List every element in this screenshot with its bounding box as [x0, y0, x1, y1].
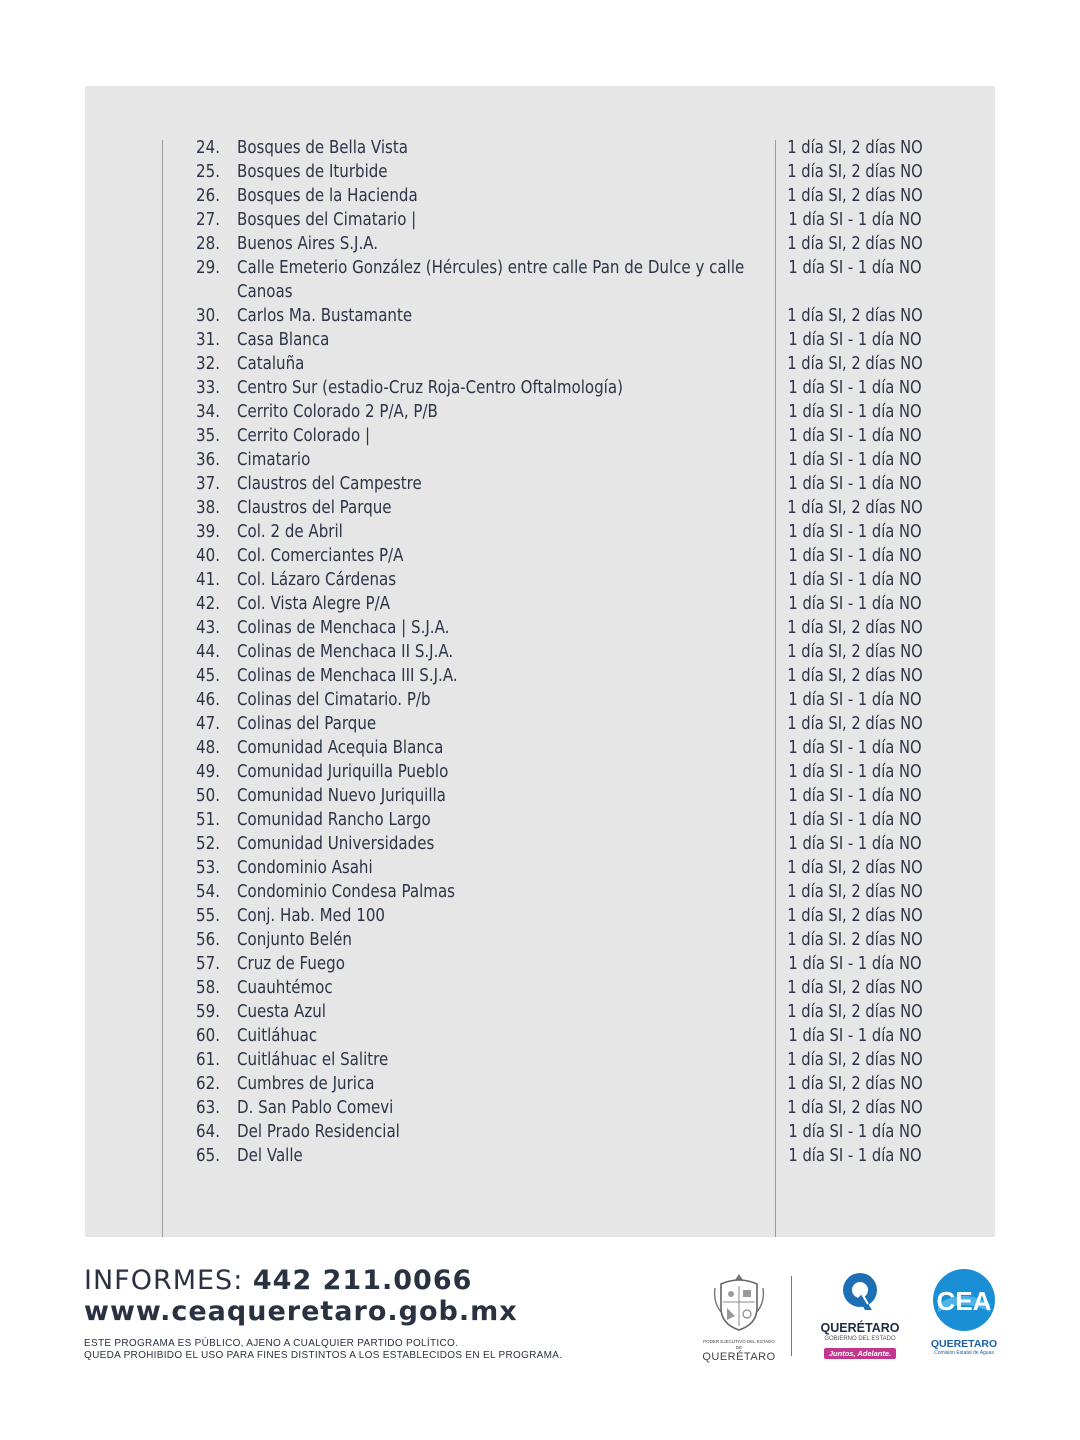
schedule-value: 1 día SI, 2 días NO [787, 1074, 923, 1094]
phone-number[interactable]: 442 211.0066 [252, 1265, 473, 1296]
cea-icon [932, 1268, 996, 1332]
schedule-value: 1 día SI - 1 día NO [788, 258, 922, 278]
queretaro-name: QUERÉTARO [820, 1321, 900, 1335]
schedule-value: 1 día SI - 1 día NO [788, 426, 922, 446]
schedule-value: 1 día SI - 1 día NO [788, 378, 922, 398]
schedule-value: 1 día SI - 1 día NO [788, 738, 922, 758]
list-item [0, 808, 1080, 832]
item-number: 42. [196, 594, 220, 614]
list-item [0, 1000, 1080, 1024]
schedule-value: 1 día SI - 1 día NO [788, 834, 922, 854]
colonia-name: Cumbres de Jurica [237, 1074, 375, 1094]
colonia-name: Col. 2 de Abril [237, 522, 343, 542]
item-number: 35. [196, 426, 220, 446]
list-item [0, 1144, 1080, 1168]
colonia-name: Colinas de Menchaca III S.J.A. [237, 666, 458, 686]
colonia-name: Condominio Asahi [237, 858, 373, 878]
escudo-caption: QUERÉTARO [702, 1351, 776, 1363]
item-number: 36. [196, 450, 220, 470]
list-item [0, 976, 1080, 1000]
item-number: 50. [196, 786, 220, 806]
schedule-value: 1 día SI - 1 día NO [788, 210, 922, 230]
schedule-value: 1 día SI, 2 días NO [787, 186, 923, 206]
item-number: 49. [196, 762, 220, 782]
colonia-name: D. San Pablo Comevi [237, 1098, 394, 1118]
colonia-name: Condominio Condesa Palmas [237, 882, 456, 902]
item-number: 32. [196, 354, 220, 374]
colonia-name: Comunidad Universidades [237, 834, 435, 854]
colonia-name: Colinas del Cimatario. P/b [237, 690, 431, 710]
list-item [0, 232, 1080, 256]
colonia-name: Cuitláhuac el Salitre [237, 1050, 389, 1070]
list-item [0, 328, 1080, 352]
list-item [0, 880, 1080, 904]
colonia-name: Comunidad Rancho Largo [237, 810, 431, 830]
schedule-value: 1 día SI, 2 días NO [787, 882, 923, 902]
list-item [0, 520, 1080, 544]
item-number: 62. [196, 1074, 220, 1094]
list-item [0, 760, 1080, 784]
colonia-name: Cataluña [237, 354, 305, 374]
colonia-name: Cuesta Azul [237, 1002, 326, 1022]
list-item [0, 688, 1080, 712]
item-number: 59. [196, 1002, 220, 1022]
list-item [0, 928, 1080, 952]
item-number: 31. [196, 330, 220, 350]
item-number: 65. [196, 1146, 220, 1166]
schedule-value: 1 día SI, 2 días NO [787, 978, 923, 998]
item-number: 33. [196, 378, 220, 398]
list-item [0, 256, 1080, 304]
colonia-name: Carlos Ma. Bustamante [237, 306, 413, 326]
colonia-name: Bosques del Cimatario | [237, 210, 417, 230]
coat-of-arms-icon [711, 1272, 767, 1334]
colonia-name: Cruz de Fuego [237, 954, 345, 974]
schedule-value: 1 día SI, 2 días NO [787, 642, 923, 662]
colonia-name: Centro Sur (estadio-Cruz Roja-Centro Oftalmología) [237, 378, 623, 398]
schedule-value: 1 día SI, 2 días NO [787, 498, 923, 518]
schedule-value: 1 día SI, 2 días NO [787, 858, 923, 878]
list-item [0, 1048, 1080, 1072]
item-number: 41. [196, 570, 220, 590]
schedule-value: 1 día SI, 2 días NO [787, 666, 923, 686]
item-number: 52. [196, 834, 220, 854]
colonia-name: Cerrito Colorado | [237, 426, 371, 446]
colonia-name: Colinas de Menchaca II S.J.A. [237, 642, 454, 662]
item-number: 43. [196, 618, 220, 638]
item-number: 40. [196, 546, 220, 566]
escudo-small-caption: PODER EJECUTIVO DEL ESTADO DE [703, 1339, 775, 1350]
colonia-name: Comunidad Nuevo Juriquilla [237, 786, 446, 806]
schedule-value: 1 día SI - 1 día NO [788, 402, 922, 422]
item-number: 29. [196, 258, 220, 278]
colonia-name: Casa Blanca [237, 330, 330, 350]
list-item [0, 832, 1080, 856]
schedule-value: 1 día SI - 1 día NO [788, 522, 922, 542]
schedule-value: 1 día SI, 2 días NO [787, 234, 923, 254]
item-number: 30. [196, 306, 220, 326]
item-number: 51. [196, 810, 220, 830]
colonia-name: Bosques de Iturbide [237, 162, 388, 182]
list-item [0, 160, 1080, 184]
schedule-value: 1 día SI, 2 días NO [787, 354, 923, 374]
list-item [0, 472, 1080, 496]
disclaimer-line-1: ESTE PROGRAMA ES PÚBLICO, AJENO A CUALQUIER PARTIDO POLÍTICO. [84, 1338, 459, 1349]
schedule-value: 1 día SI - 1 día NO [788, 594, 922, 614]
item-number: 56. [196, 930, 220, 950]
item-number: 55. [196, 906, 220, 926]
informes-line [84, 1266, 562, 1296]
schedule-value: 1 día SI, 2 días NO [787, 162, 923, 182]
colonia-name: Conjunto Belén [237, 930, 352, 950]
colonia-name: Colinas de Menchaca | S.J.A. [237, 618, 450, 638]
item-number: 44. [196, 642, 220, 662]
list-item [0, 640, 1080, 664]
item-number: 39. [196, 522, 220, 542]
colonia-name: Cerrito Colorado 2 P/A, P/B [237, 402, 438, 422]
cea-letters: CEA [936, 1286, 992, 1316]
colonia-name: Del Prado Residencial [237, 1122, 400, 1142]
list-item [0, 784, 1080, 808]
schedule-value: 1 día SI - 1 día NO [788, 546, 922, 566]
schedule-value: 1 día SI. 2 días NO [787, 930, 923, 950]
list-item [0, 376, 1080, 400]
item-number: 64. [196, 1122, 220, 1142]
schedule-value: 1 día SI, 2 días NO [787, 1002, 923, 1022]
colonia-name: Calle Emeterio González (Hércules) entre calle Pan de Dulce y calle Canoas [237, 258, 745, 302]
website-link[interactable]: www.ceaqueretaro.gob.mx [84, 1296, 518, 1327]
colonia-name: Col. Vista Alegre P/A [237, 594, 390, 614]
colonia-name: Col. Comerciantes P/A [237, 546, 404, 566]
item-number: 60. [196, 1026, 220, 1046]
colonia-name: Cuitláhuac [237, 1026, 318, 1046]
colonia-name: Del Valle [237, 1146, 303, 1166]
list-item [0, 184, 1080, 208]
footer-info [84, 1266, 562, 1362]
schedule-value: 1 día SI - 1 día NO [788, 474, 922, 494]
item-number: 53. [196, 858, 220, 878]
disclaimer-line-2: QUEDA PROHIBIDO EL USO PARA FINES DISTINTOS A LOS ESTABLECIDOS EN EL PROGRAMA. [84, 1350, 563, 1361]
list-item [0, 424, 1080, 448]
schedule-value: 1 día SI, 2 días NO [787, 1098, 923, 1118]
colonia-name: Col. Lázaro Cárdenas [237, 570, 397, 590]
colonia-name: Comunidad Acequia Blanca [237, 738, 444, 758]
list-item [0, 856, 1080, 880]
item-number: 34. [196, 402, 220, 422]
schedule-value: 1 día SI, 2 días NO [787, 1050, 923, 1070]
schedule-value: 1 día SI - 1 día NO [788, 786, 922, 806]
schedule-value: 1 día SI - 1 día NO [788, 570, 922, 590]
queretaro-slogan: Juntos, Adelante. [824, 1348, 896, 1359]
list-item [0, 1072, 1080, 1096]
list-item [0, 712, 1080, 736]
list-item [0, 736, 1080, 760]
schedule-value: 1 día SI - 1 día NO [788, 690, 922, 710]
colonia-name: Cimatario [237, 450, 311, 470]
item-number: 58. [196, 978, 220, 998]
list-item [0, 352, 1080, 376]
list-item [0, 448, 1080, 472]
queretaro-sub: GOBIERNO DEL ESTADO [824, 1336, 896, 1342]
item-number: 25. [196, 162, 220, 182]
colonia-name: Bosques de la Hacienda [237, 186, 418, 206]
cea-name: QUERETARO [930, 1338, 998, 1350]
list-item [0, 544, 1080, 568]
list-item [0, 400, 1080, 424]
colonia-name: Comunidad Juriquilla Pueblo [237, 762, 449, 782]
colonia-name: Cuauhtémoc [237, 978, 333, 998]
item-number: 38. [196, 498, 220, 518]
item-number: 57. [196, 954, 220, 974]
schedule-value: 1 día SI, 2 días NO [787, 714, 923, 734]
item-number: 63. [196, 1098, 220, 1118]
item-number: 28. [196, 234, 220, 254]
schedule-value: 1 día SI, 2 días NO [787, 306, 923, 326]
colonia-name: Colinas del Parque [237, 714, 377, 734]
item-number: 27. [196, 210, 220, 230]
list-item [0, 1120, 1080, 1144]
list-item [0, 496, 1080, 520]
schedule-value: 1 día SI, 2 días NO [787, 618, 923, 638]
colonia-name: Buenos Aires S.J.A. [237, 234, 379, 254]
schedule-value: 1 día SI - 1 día NO [788, 954, 922, 974]
list-item [0, 568, 1080, 592]
list-item [0, 136, 1080, 160]
cea-sub: Comisión Estatal de Aguas [934, 1350, 994, 1356]
logo-separator [791, 1276, 792, 1356]
schedule-value: 1 día SI - 1 día NO [788, 450, 922, 470]
item-number: 46. [196, 690, 220, 710]
item-number: 61. [196, 1050, 220, 1070]
colonia-name: Claustros del Campestre [237, 474, 422, 494]
schedule-value: 1 día SI - 1 día NO [788, 810, 922, 830]
item-number: 37. [196, 474, 220, 494]
schedule-value: 1 día SI - 1 día NO [788, 330, 922, 350]
list-item [0, 1096, 1080, 1120]
item-number: 48. [196, 738, 220, 758]
list-item [0, 904, 1080, 928]
queretaro-q-icon [838, 1270, 882, 1314]
queretaro-logo [810, 1270, 910, 1360]
item-number: 47. [196, 714, 220, 734]
schedule-value: 1 día SI, 2 días NO [787, 138, 923, 158]
list-item [0, 1024, 1080, 1048]
disclaimer [84, 1338, 562, 1362]
colonia-name: Bosques de Bella Vista [237, 138, 409, 158]
schedule-value: 1 día SI, 2 días NO [787, 906, 923, 926]
escudo-logo [700, 1272, 778, 1362]
colonia-name: Claustros del Parque [237, 498, 392, 518]
colonia-name: Conj. Hab. Med 100 [237, 906, 385, 926]
schedule-value: 1 día SI - 1 día NO [788, 1122, 922, 1142]
item-number: 26. [196, 186, 220, 206]
schedule-value: 1 día SI - 1 día NO [788, 1146, 922, 1166]
item-number: 54. [196, 882, 220, 902]
item-number: 45. [196, 666, 220, 686]
list-item [0, 616, 1080, 640]
schedule-value: 1 día SI - 1 día NO [788, 1026, 922, 1046]
list-item [0, 304, 1080, 328]
informes-label: INFORMES: [84, 1265, 244, 1296]
cea-logo [930, 1268, 998, 1360]
schedule-value: 1 día SI - 1 día NO [788, 762, 922, 782]
item-number: 24. [196, 138, 220, 158]
list-item [0, 952, 1080, 976]
list-item [0, 208, 1080, 232]
list-item [0, 592, 1080, 616]
list-item [0, 664, 1080, 688]
